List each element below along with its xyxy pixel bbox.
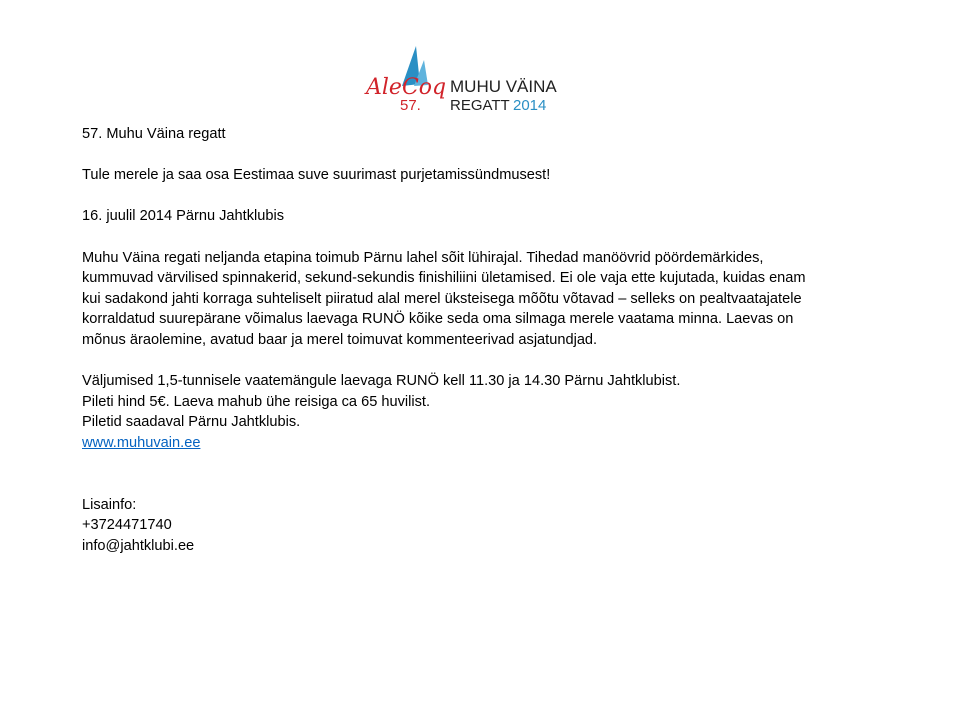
doc-date-place: 16. juulil 2014 Pärnu Jahtklubis xyxy=(82,208,285,225)
paragraph-line: mõnus äraolemine, avatud baar ja merel toimuvat kommenteerivad asjatundjad. xyxy=(82,331,598,348)
regatta-logo-graphic xyxy=(362,44,568,116)
paragraph-line: kui sadakond jahti korraga suhteliselt piiratud alal merel üksteisega mõõtu võtavad – selleks on pealtvaatajatele xyxy=(82,290,802,307)
logo-number: 57. xyxy=(400,97,421,114)
info-line: Väljumised 1,5-tunnisele vaatemängule laevaga RUNÖ kell 11.30 ja 14.30 Pärnu Jahtklubist. xyxy=(82,373,681,390)
spacer xyxy=(82,227,882,248)
paragraph-line: Muhu Väina regati neljanda etapina toimub Pärnu lahel sõit lühirajal. Tihedad manöövrid pöördemärkides, xyxy=(82,249,764,266)
document-body xyxy=(82,124,882,556)
contact-phone: +3724471740 xyxy=(82,517,172,534)
contact-email: info@jahtklubi.ee xyxy=(82,537,195,554)
logo-line2-year: 2014 xyxy=(513,97,547,114)
doc-contact xyxy=(82,495,882,557)
info-line: Piletid saadaval Pärnu Jahtklubis. xyxy=(82,414,301,431)
regatta-logo xyxy=(362,44,568,116)
paragraph-line: kummuvad värvilised spinnakerid, sekund-sekundis finishiliini ületamised. Ei ole vaja ette kujutada, kuidas enam xyxy=(82,270,806,287)
website-link[interactable]: www.muhuvain.ee xyxy=(82,434,201,451)
spacer xyxy=(82,351,882,372)
paragraph-line: korraldatud suurepärane võimalus laevaga RUNÖ kõike seda oma silmaga merele vaatama minna. Laevas on xyxy=(82,311,794,328)
logo-line2-word: REGATT xyxy=(450,97,510,114)
doc-paragraph xyxy=(82,248,882,351)
spacer xyxy=(82,145,882,166)
info-line: Pileti hind 5€. Laeva mahub ühe reisiga ca 65 huvilist. xyxy=(82,393,431,410)
spacer xyxy=(82,186,882,207)
doc-tagline: Tule merele ja saa osa Eestimaa suve suurimast purjetamissündmusest! xyxy=(82,167,551,184)
logo-line1: MUHU VÄINA xyxy=(450,77,557,96)
contact-label: Lisainfo: xyxy=(82,496,137,513)
spacer xyxy=(82,454,882,495)
doc-info xyxy=(82,371,882,453)
logo-script-text: AleCoq xyxy=(366,75,447,100)
doc-title: 57. Muhu Väina regatt xyxy=(82,126,226,142)
